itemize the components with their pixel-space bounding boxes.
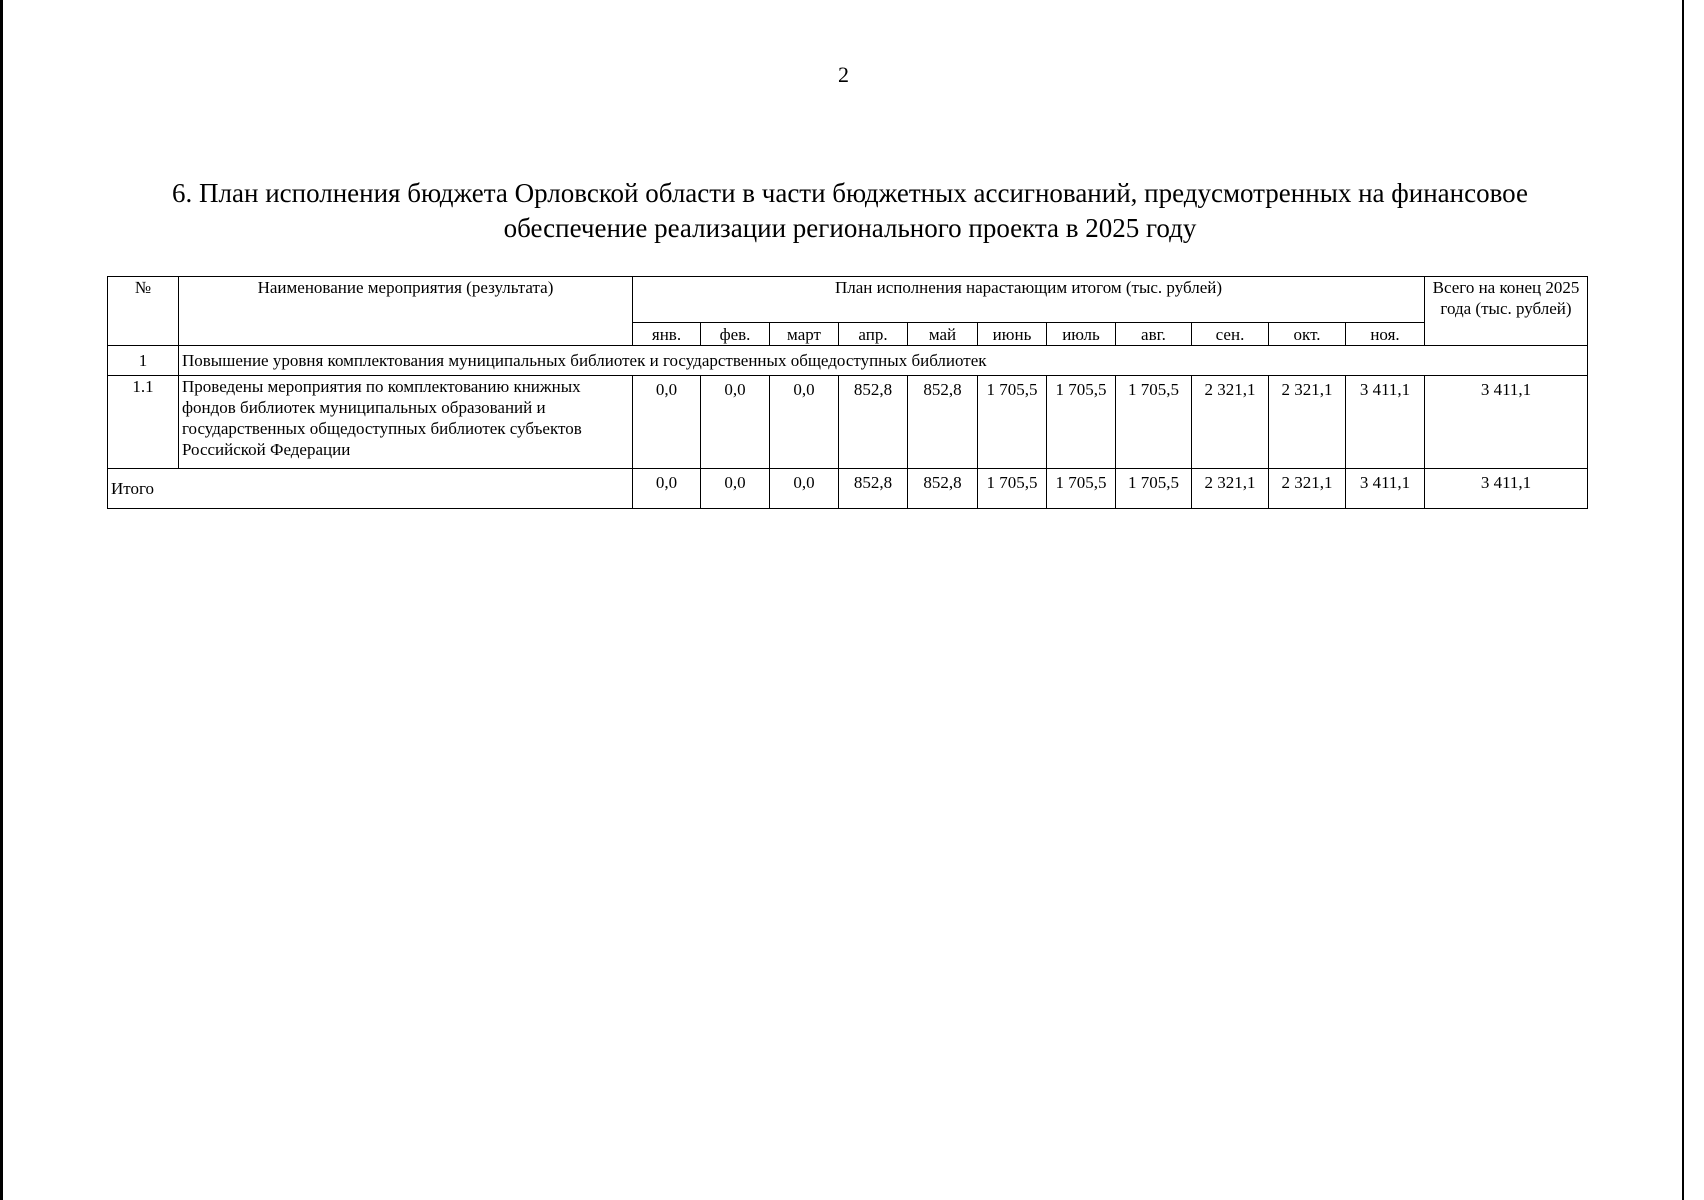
section-number: 1 xyxy=(108,346,179,376)
section-title: Повышение уровня комплектования муниципальных библиотек и государственных общедоступных библиотек xyxy=(179,346,1588,376)
row-value: 1 705,5 xyxy=(1047,376,1116,469)
header-event-name: Наименование мероприятия (результата) xyxy=(179,277,633,346)
page-title xyxy=(110,176,1590,246)
itogo-value: 0,0 xyxy=(770,469,839,509)
page-title-line-1: 6. План исполнения бюджета Орловской области в части бюджетных ассигнований, предусмотренных на финансовое xyxy=(172,178,1528,208)
row-value: 2 321,1 xyxy=(1269,376,1346,469)
page-edge-right xyxy=(1682,0,1684,1200)
header-number: № xyxy=(108,277,179,346)
itogo-value: 1 705,5 xyxy=(978,469,1047,509)
header-month: июнь xyxy=(978,323,1047,346)
row-event-name: Проведены мероприятия по комплектованию книжных фондов библиотек муниципальных образований и государственных общедоступных библиотек субъектов Российской Федерации xyxy=(179,376,633,469)
header-month: март xyxy=(770,323,839,346)
itogo-value: 1 705,5 xyxy=(1116,469,1192,509)
row-value: 1 705,5 xyxy=(1116,376,1192,469)
row-value: 0,0 xyxy=(770,376,839,469)
header-total: Всего на конец 2025 года (тыс. рублей) xyxy=(1425,277,1588,346)
header-month: окт. xyxy=(1269,323,1346,346)
budget-plan-table xyxy=(107,276,1588,509)
row-value: 1 705,5 xyxy=(978,376,1047,469)
itogo-label: Итого xyxy=(108,469,633,509)
itogo-value: 0,0 xyxy=(701,469,770,509)
row-value: 3 411,1 xyxy=(1346,376,1425,469)
header-month: июль xyxy=(1047,323,1116,346)
itogo-value: 2 321,1 xyxy=(1192,469,1269,509)
itogo-total: 3 411,1 xyxy=(1425,469,1588,509)
row-value: 852,8 xyxy=(839,376,908,469)
header-month: май xyxy=(908,323,978,346)
row-value: 2 321,1 xyxy=(1192,376,1269,469)
page-edge-left xyxy=(0,0,3,1200)
row-value: 0,0 xyxy=(701,376,770,469)
header-month: апр. xyxy=(839,323,908,346)
itogo-value: 852,8 xyxy=(908,469,978,509)
header-plan: План исполнения нарастающим итогом (тыс. рублей) xyxy=(633,277,1425,323)
header-month: фев. xyxy=(701,323,770,346)
header-month: ноя. xyxy=(1346,323,1425,346)
row-value: 0,0 xyxy=(633,376,701,469)
page-number: 2 xyxy=(838,62,849,87)
row-value: 852,8 xyxy=(908,376,978,469)
itogo-value: 0,0 xyxy=(633,469,701,509)
itogo-value: 2 321,1 xyxy=(1269,469,1346,509)
row-number: 1.1 xyxy=(108,376,179,469)
itogo-value: 3 411,1 xyxy=(1346,469,1425,509)
row-total: 3 411,1 xyxy=(1425,376,1588,469)
header-month: янв. xyxy=(633,323,701,346)
itogo-value: 852,8 xyxy=(839,469,908,509)
header-month: авг. xyxy=(1116,323,1192,346)
page-title-line-2: обеспечение реализации регионального проекта в 2025 году xyxy=(503,213,1197,243)
header-month: сен. xyxy=(1192,323,1269,346)
itogo-value: 1 705,5 xyxy=(1047,469,1116,509)
